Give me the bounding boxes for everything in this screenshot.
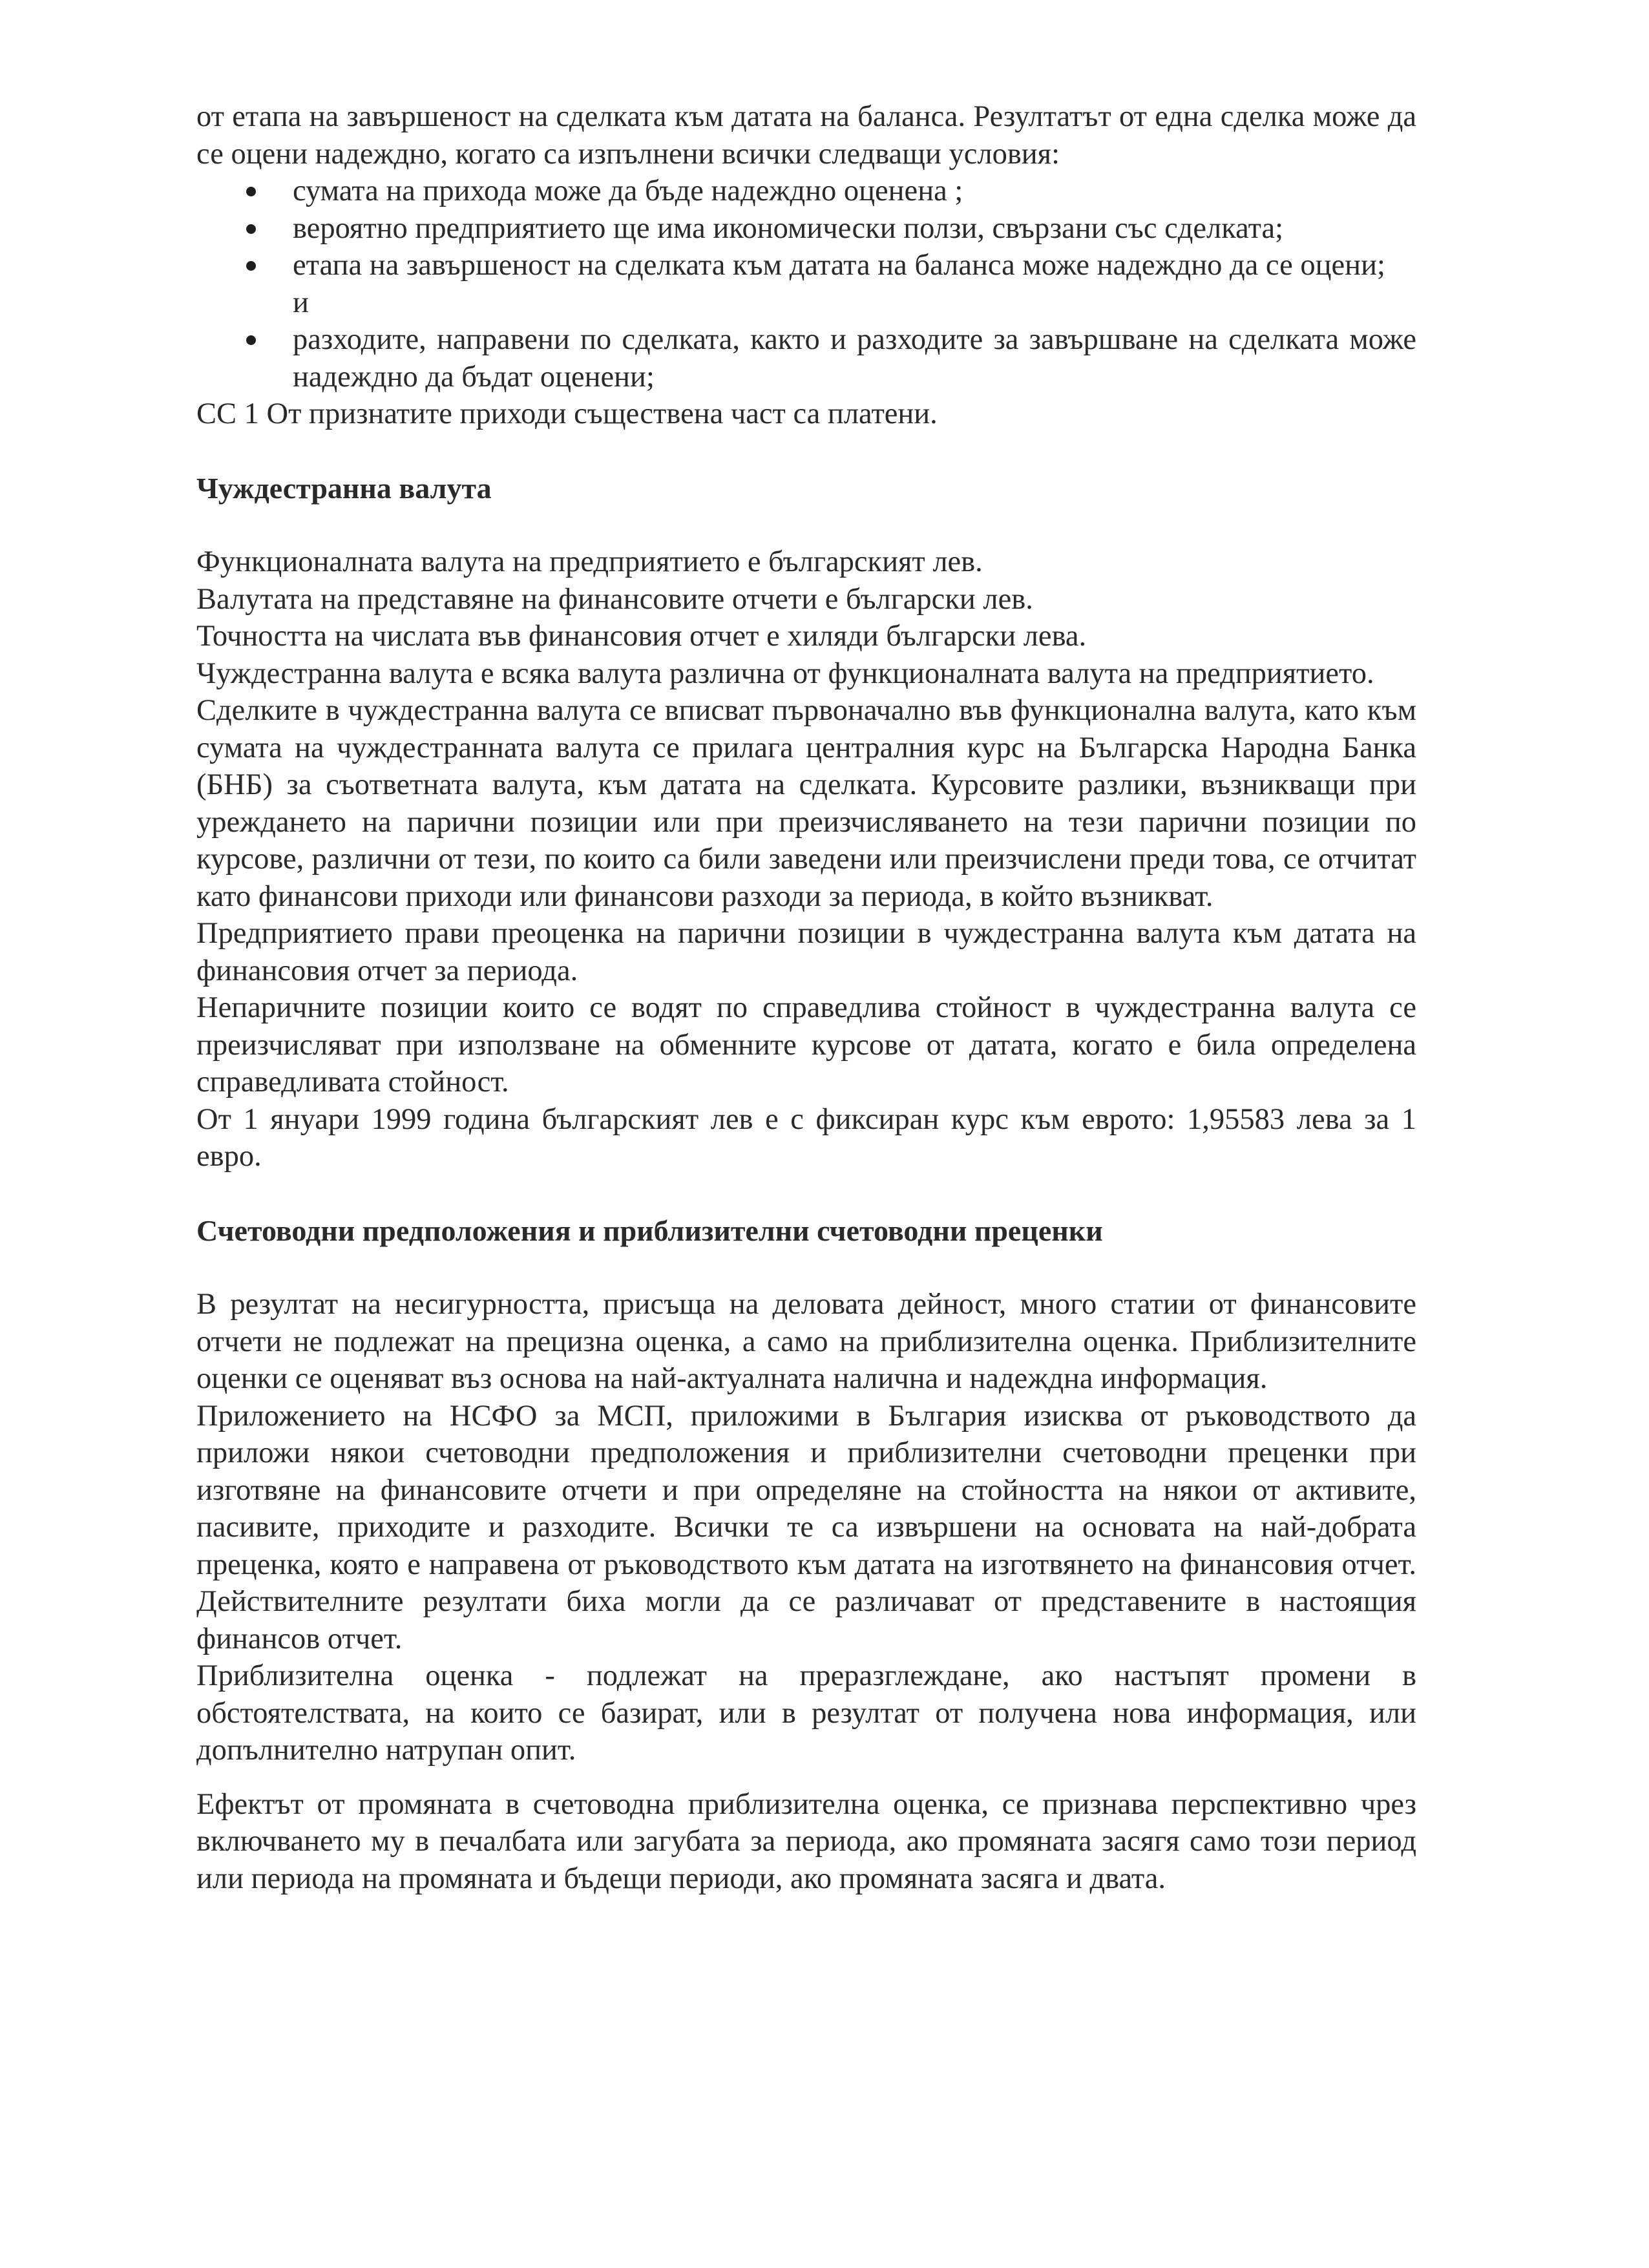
currency-paragraph: Чуждестранна валута е всяка валута различна от функционалната валута на предприятието. (196, 656, 1374, 690)
bullet-icon (246, 335, 256, 345)
document-page (196, 98, 1416, 1897)
currency-paragraph: Сделките в чуждестранна валута се вписват първоначално във функционална валута, като към сумата на чуждестранната валута се прилага централния курс на Българска Народна Банка (БНБ) за съответната валута, към датата на сделката. Курсовите разлики, възникващи при уреждането на парични позиции или при преизчисляването на тези парични позиции по курсове, различни от тези, по които са били заведени или преизчислени преди това, се отчитат като финансови приходи или финансови разходи за периода, в който възникват. (196, 694, 1416, 913)
estimates-paragraph: В резултат на несигурността, присъща на деловата дейност, много статии от финансовите отчети не подлежат на прецизна оценка, а само на приблизителна оценка. Приблизителните оценки се оценяват въз основа на най-актуалната налична и надеждна информация. (196, 1288, 1416, 1395)
bullet-icon (246, 224, 256, 234)
list-item-text: етапа на завършеност на сделката към датата на баланса може надеждно да се оцени; (293, 249, 1385, 282)
section-heading-accounting-estimates: Счетоводни предположения и приблизителни счетоводни преценки (196, 1213, 1103, 1247)
cc1-note: СС 1 От признатите приходи съществена част са платени. (196, 397, 938, 430)
estimates-paragraph: Приблизителна оценка - подлежат на преразглеждане, ако настъпят промени в обстоятелствата, на които се базират, или в резултат от получена нова информация, или допълнително натрупан опит. (196, 1659, 1416, 1767)
list-item (196, 173, 1416, 210)
estimates-closing-paragraph: Ефектът от промяната в счетоводна приблизителна оценка, се признава перспективно чрез включването му в печалбата или загубата за периода, ако промяната засягя само този период или периода на промяната и бъдещи периоди, ако промяната засяга и двата. (196, 1787, 1416, 1895)
list-item-text: разходите, направени по сделката, както и разходите за завършване на сделката може надеждно да бъдат оценени; (293, 323, 1416, 394)
estimates-paragraph: Приложението на НСФО за МСП, приложими в България изисква от ръководството да приложи някои счетоводни предположения и приблизителни счетоводни преценки при изготвяне на финансовите отчети и при определяне на стойността на някои от активите, пасивите, приходите и разходите. Всички те са извършени на основата на най-добрата преценка, която е направена от ръководството към датата на изготвянето на финансовия отчет. Действителните резултати биха могли да се различават от представените в настоящия финансов отчет. (196, 1399, 1416, 1655)
currency-paragraph: Точността на числата във финансовия отчет е хиляди български лева. (196, 620, 1087, 653)
list-item (196, 321, 1416, 395)
revenue-intro-paragraph: от етапа на завършеност на сделката към датата на баланса. Резултатът от една сделка може да се оцени надеждно, когато са изпълнени всички следващи условия: (196, 100, 1416, 171)
list-conjunction: и (293, 286, 309, 319)
list-item-text: вероятно предприятието ще има икономически ползи, свързани със сделката; (293, 211, 1284, 245)
currency-paragraph: Предприятието прави преоценка на парични позиции в чуждестранна валута към датата на финансовия отчет за периода. (196, 917, 1416, 987)
currency-paragraph: Функционалната валута на предприятието е българският лев. (196, 545, 983, 578)
list-item-text: сумата на прихода може да бъде надеждно оценена ; (293, 174, 963, 207)
bullet-icon (246, 187, 256, 196)
currency-paragraph: От 1 януари 1999 година българският лев е с фиксиран курс към еврото: 1,95583 лева за 1 евро. (196, 1102, 1416, 1173)
currency-paragraph: Непаричните позиции които се водят по справедлива стойност в чуждестранна валута се преизчисляват при използване на обменните курсове от датата, когато е била определена справедливата стойност. (196, 991, 1416, 1098)
list-item (196, 210, 1416, 247)
section-heading-foreign-currency: Чуждестранна валута (196, 471, 492, 505)
currency-paragraph: Валутата на представяне на финансовите отчети е български лев. (196, 582, 1033, 616)
bullet-icon (246, 261, 256, 271)
list-item (196, 247, 1416, 284)
revenue-conditions-list (196, 173, 1416, 395)
